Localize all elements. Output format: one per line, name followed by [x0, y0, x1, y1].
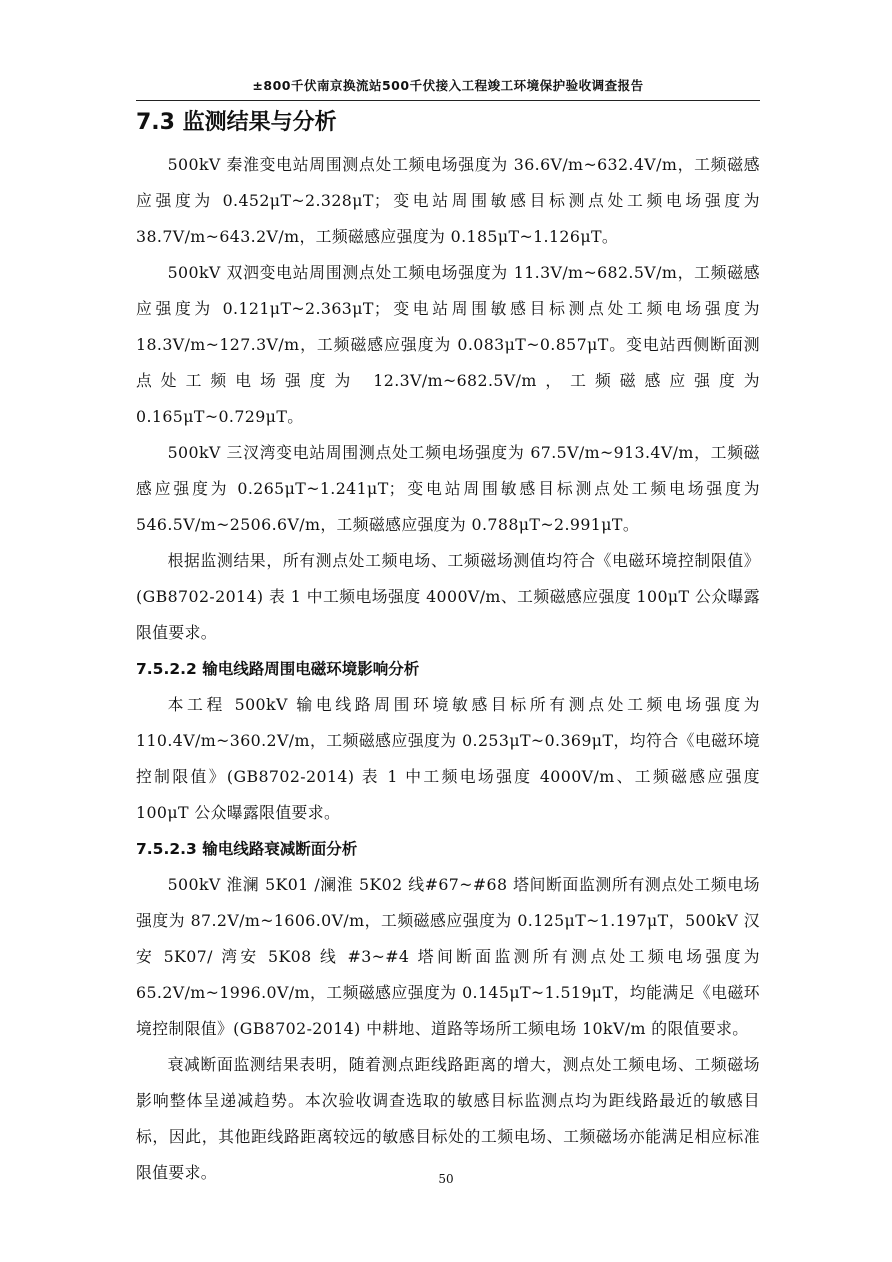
paragraph: 500kV 双泗变电站周围测点处工频电场强度为 11.3V/m~682.5V/m，工频磁感应强度为 0.121μT~2.363μT；变电站周围敏感目标测点处工频电场强度为18.3V/m~127.3V/m，工频磁感应强度为 0.083μT~0.857μT。变电站西侧断面测点处工频电场强度为 12.3V/m~682.5V/m，工频磁感应强度为 0.165μT~0.729μT。: [136, 263, 760, 426]
paragraph: 500kV 秦淮变电站周围测点处工频电场强度为 36.6V/m~632.4V/m，工频磁感应强度为 0.452μT~2.328μT；变电站周围敏感目标测点处工频电场强度为38.7V/m~643.2V/m，工频磁感应强度为 0.185μT~1.126μT。: [136, 155, 760, 246]
running-header: ±800千伏南京换流站500千伏接入工程竣工环境保护验收调查报告: [252, 78, 644, 93]
paragraph: 衰减断面监测结果表明，随着测点距线路距离的增大，测点处工频电场、工频磁场影响整体呈递减趋势。本次验收调查选取的敏感目标监测点均为距线路最近的敏感目标，因此，其他距线路距离较远的敏感目标处的工频电场、工频磁场亦能满足相应标准限值要求。: [136, 1055, 760, 1182]
paragraph: 本工程 500kV 输电线路周围环境敏感目标所有测点处工频电场强度为110.4V/m~360.2V/m，工频磁感应强度为 0.253μT~0.369μT，均符合《电磁环境控制限值》(GB8702-2014) 表 1 中工频电场强度 4000V/m、工频磁感应强度 100μT 公众曝露限值要求。: [136, 695, 760, 822]
subsection-heading-7-5-2-2: 7.5.2.2 输电线路周围电磁环境影响分析: [136, 660, 420, 678]
paragraph: 根据监测结果，所有测点处工频电场、工频磁场测值均符合《电磁环境控制限值》(GB8702-2014) 表 1 中工频电场强度 4000V/m、工频磁感应强度 100μT 公众曝露限值要求。: [136, 551, 760, 642]
section-heading-7-3: 7.3 监测结果与分析: [136, 110, 337, 135]
page-number: 50: [438, 1172, 454, 1186]
paragraph: 500kV 淮澜 5K01 /澜淮 5K02 线#67~#68 塔间断面监测所有测点处工频电场强度为 87.2V/m~1606.0V/m，工频磁感应强度为 0.125μT~1.197μT，500kV 汉安 5K07/ 湾安 5K08 线 #3~#4 塔间断面监测所有测点处工频电场强度为65.2V/m~1996.0V/m，工频磁感应强度为 0.145μT~1.519μT，均能满足《电磁环境控制限值》(GB8702-2014) 中耕地、道路等场所工频电场 10kV/m 的限值要求。: [136, 875, 760, 1038]
page-body: [136, 106, 760, 1191]
paragraph: 500kV 三汊湾变电站周围测点处工频电场强度为 67.5V/m~913.4V/m，工频磁感应强度为 0.265μT~1.241μT；变电站周围敏感目标测点处工频电场强度为546.5V/m~2506.6V/m，工频磁感应强度为 0.788μT~2.991μT。: [136, 443, 760, 534]
header-rule: [136, 100, 760, 101]
subsection-heading-7-5-2-3: 7.5.2.3 输电线路衰减断面分析: [136, 840, 358, 858]
